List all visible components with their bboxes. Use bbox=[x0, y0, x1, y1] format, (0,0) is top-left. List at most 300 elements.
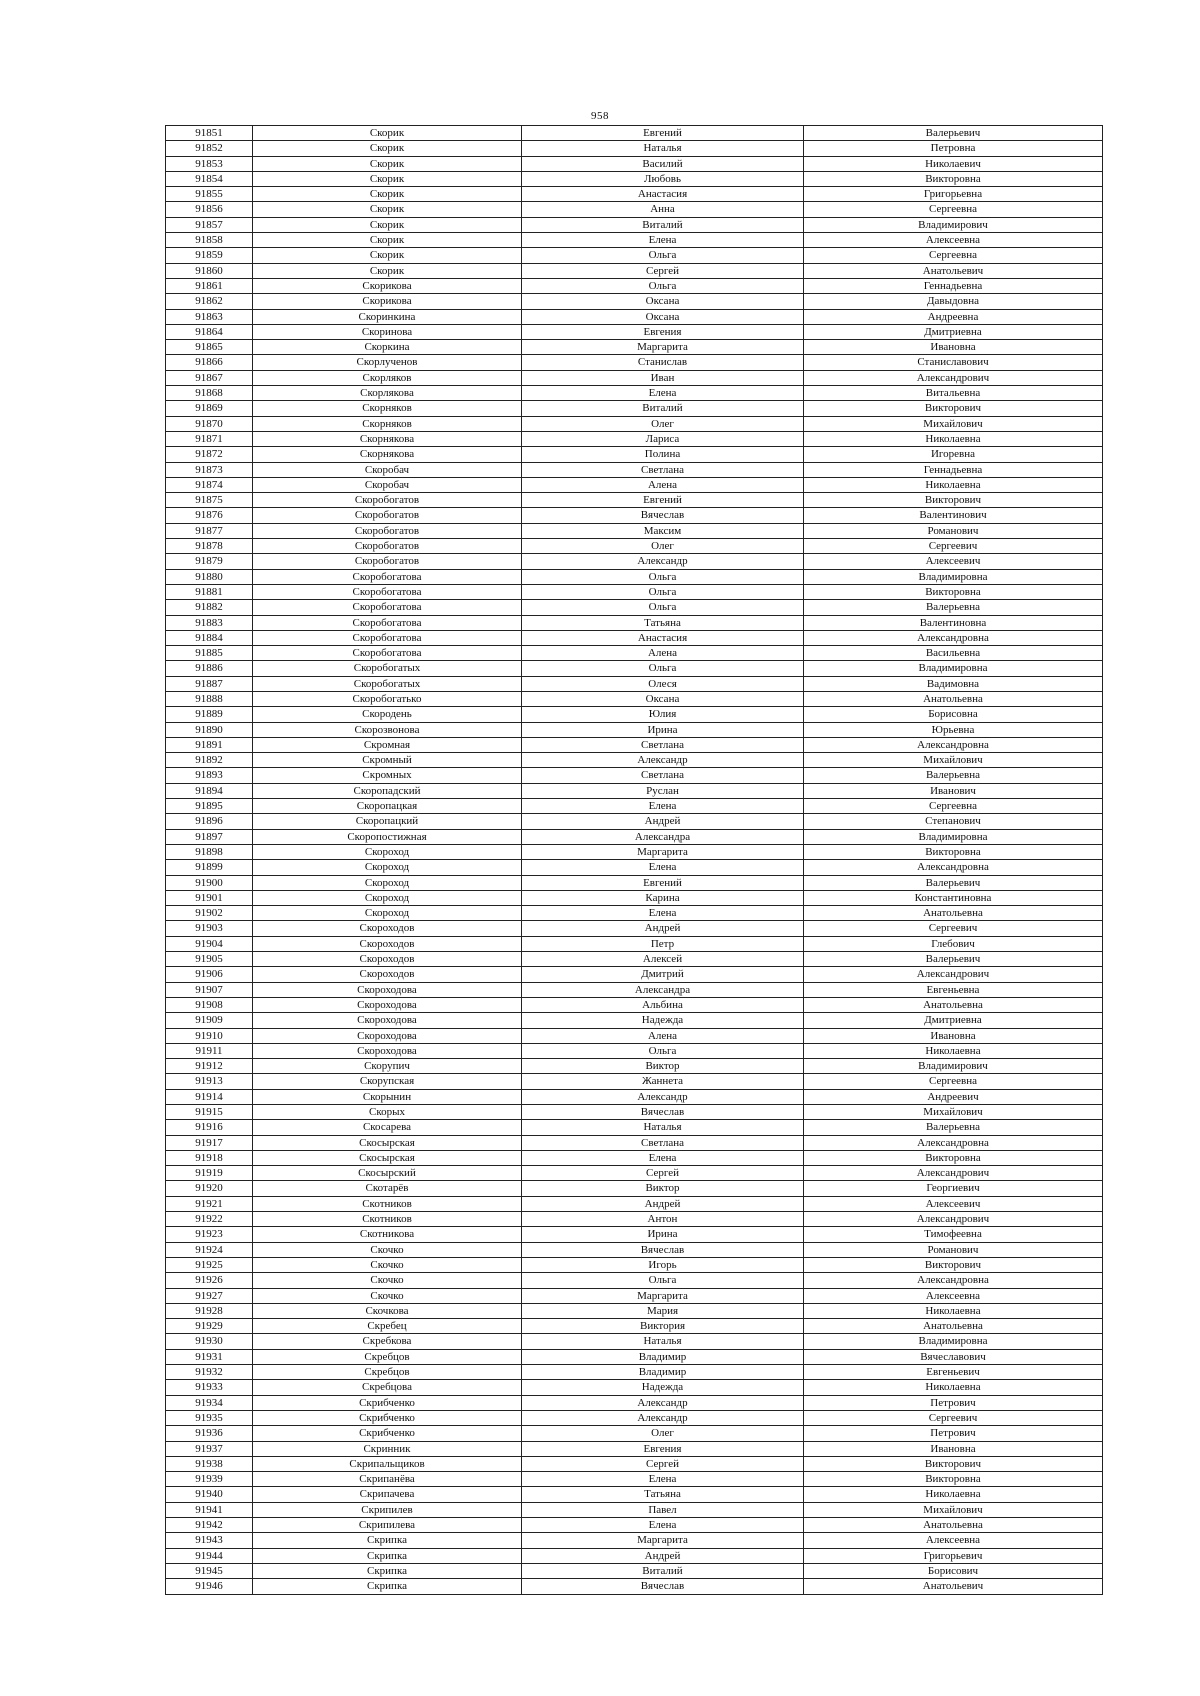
last-name-cell: Скорлякова bbox=[253, 386, 522, 401]
table-row bbox=[166, 1441, 1103, 1456]
record-number-cell: 91914 bbox=[166, 1089, 253, 1104]
patronymic-cell: Петрович bbox=[804, 1395, 1103, 1410]
last-name-cell: Скорнякова bbox=[253, 431, 522, 446]
first-name-cell: Василий bbox=[522, 156, 804, 171]
first-name-cell: Маргарита bbox=[522, 340, 804, 355]
record-number-cell: 91878 bbox=[166, 539, 253, 554]
patronymic-cell: Николаевна bbox=[804, 1380, 1103, 1395]
patronymic-cell: Владимировна bbox=[804, 829, 1103, 844]
first-name-cell: Олег bbox=[522, 1426, 804, 1441]
patronymic-cell: Михайлович bbox=[804, 1502, 1103, 1517]
record-number-cell: 91893 bbox=[166, 768, 253, 783]
patronymic-cell: Анатольевна bbox=[804, 1319, 1103, 1334]
first-name-cell: Руслан bbox=[522, 783, 804, 798]
table-row bbox=[166, 1150, 1103, 1165]
patronymic-cell: Александрович bbox=[804, 1212, 1103, 1227]
patronymic-cell: Валерьевна bbox=[804, 1120, 1103, 1135]
last-name-cell: Скорикова bbox=[253, 278, 522, 293]
record-number-cell: 91921 bbox=[166, 1196, 253, 1211]
patronymic-cell: Михайлович bbox=[804, 416, 1103, 431]
table-row bbox=[166, 1426, 1103, 1441]
last-name-cell: Скороходов bbox=[253, 952, 522, 967]
patronymic-cell: Михайлович bbox=[804, 1105, 1103, 1120]
patronymic-cell: Алексеевна bbox=[804, 1533, 1103, 1548]
table-row bbox=[166, 676, 1103, 691]
table-row bbox=[166, 1579, 1103, 1594]
patronymic-cell: Петрович bbox=[804, 1426, 1103, 1441]
table-row bbox=[166, 921, 1103, 936]
record-number-cell: 91870 bbox=[166, 416, 253, 431]
patronymic-cell: Сергеевна bbox=[804, 248, 1103, 263]
patronymic-cell: Борисовна bbox=[804, 707, 1103, 722]
patronymic-cell: Викторович bbox=[804, 493, 1103, 508]
last-name-cell: Скоркина bbox=[253, 340, 522, 355]
record-number-cell: 91877 bbox=[166, 523, 253, 538]
first-name-cell: Андрей bbox=[522, 921, 804, 936]
first-name-cell: Маргарита bbox=[522, 844, 804, 859]
patronymic-cell: Алексеевна bbox=[804, 233, 1103, 248]
record-number-cell: 91897 bbox=[166, 829, 253, 844]
record-number-cell: 91851 bbox=[166, 126, 253, 141]
first-name-cell: Оксана bbox=[522, 294, 804, 309]
patronymic-cell: Александрович bbox=[804, 370, 1103, 385]
first-name-cell: Ольга bbox=[522, 1273, 804, 1288]
patronymic-cell: Алексеевна bbox=[804, 1288, 1103, 1303]
patronymic-cell: Николаевна bbox=[804, 431, 1103, 446]
last-name-cell: Скоробогатова bbox=[253, 584, 522, 599]
last-name-cell: Скрипка bbox=[253, 1579, 522, 1594]
patronymic-cell: Романович bbox=[804, 1242, 1103, 1257]
table-row bbox=[166, 1166, 1103, 1181]
first-name-cell: Александр bbox=[522, 554, 804, 569]
first-name-cell: Елена bbox=[522, 1150, 804, 1165]
patronymic-cell: Игоревна bbox=[804, 447, 1103, 462]
patronymic-cell: Владимировна bbox=[804, 1334, 1103, 1349]
patronymic-cell: Витальевна bbox=[804, 386, 1103, 401]
first-name-cell: Иван bbox=[522, 370, 804, 385]
first-name-cell: Оксана bbox=[522, 691, 804, 706]
record-number-cell: 91901 bbox=[166, 890, 253, 905]
table-row bbox=[166, 233, 1103, 248]
table-row bbox=[166, 1242, 1103, 1257]
record-number-cell: 91881 bbox=[166, 584, 253, 599]
patronymic-cell: Николаевна bbox=[804, 1303, 1103, 1318]
record-number-cell: 91944 bbox=[166, 1548, 253, 1563]
first-name-cell: Евгений bbox=[522, 875, 804, 890]
table-row bbox=[166, 906, 1103, 921]
record-number-cell: 91889 bbox=[166, 707, 253, 722]
table-row bbox=[166, 875, 1103, 890]
record-number-cell: 91935 bbox=[166, 1410, 253, 1425]
patronymic-cell: Александровна bbox=[804, 1135, 1103, 1150]
last-name-cell: Скороходов bbox=[253, 967, 522, 982]
record-number-cell: 91934 bbox=[166, 1395, 253, 1410]
patronymic-cell: Александрович bbox=[804, 967, 1103, 982]
table-row bbox=[166, 1365, 1103, 1380]
first-name-cell: Виктор bbox=[522, 1059, 804, 1074]
record-number-cell: 91884 bbox=[166, 630, 253, 645]
table-row bbox=[166, 646, 1103, 661]
first-name-cell: Полина bbox=[522, 447, 804, 462]
patronymic-cell: Викторович bbox=[804, 401, 1103, 416]
last-name-cell: Скорлученов bbox=[253, 355, 522, 370]
first-name-cell: Наталья bbox=[522, 1334, 804, 1349]
last-name-cell: Скосырская bbox=[253, 1135, 522, 1150]
last-name-cell: Скоропостижная bbox=[253, 829, 522, 844]
first-name-cell: Лариса bbox=[522, 431, 804, 446]
patronymic-cell: Борисович bbox=[804, 1563, 1103, 1578]
record-number-cell: 91905 bbox=[166, 952, 253, 967]
page-number: 958 bbox=[591, 110, 609, 122]
record-number-cell: 91885 bbox=[166, 646, 253, 661]
last-name-cell: Скоропацкая bbox=[253, 799, 522, 814]
first-name-cell: Анна bbox=[522, 202, 804, 217]
table-row bbox=[166, 1059, 1103, 1074]
table-row bbox=[166, 554, 1103, 569]
record-number-cell: 91854 bbox=[166, 171, 253, 186]
first-name-cell: Андрей bbox=[522, 814, 804, 829]
first-name-cell: Елена bbox=[522, 860, 804, 875]
record-number-cell: 91930 bbox=[166, 1334, 253, 1349]
patronymic-cell: Викторовна bbox=[804, 1472, 1103, 1487]
record-number-cell: 91929 bbox=[166, 1319, 253, 1334]
table-row bbox=[166, 324, 1103, 339]
patronymic-cell: Иванович bbox=[804, 783, 1103, 798]
last-name-cell: Скочкова bbox=[253, 1303, 522, 1318]
table-row bbox=[166, 799, 1103, 814]
last-name-cell: Скоропацкий bbox=[253, 814, 522, 829]
first-name-cell: Светлана bbox=[522, 1135, 804, 1150]
first-name-cell: Жаннета bbox=[522, 1074, 804, 1089]
record-number-cell: 91869 bbox=[166, 401, 253, 416]
table-row bbox=[166, 967, 1103, 982]
first-name-cell: Алена bbox=[522, 477, 804, 492]
patronymic-cell: Викторович bbox=[804, 1456, 1103, 1471]
patronymic-cell: Геннадьевна bbox=[804, 462, 1103, 477]
record-number-cell: 91911 bbox=[166, 1043, 253, 1058]
first-name-cell: Ольга bbox=[522, 278, 804, 293]
table-row bbox=[166, 1196, 1103, 1211]
roster-body bbox=[166, 126, 1103, 1595]
table-row bbox=[166, 936, 1103, 951]
last-name-cell: Скоробогатова bbox=[253, 646, 522, 661]
table-row bbox=[166, 294, 1103, 309]
record-number-cell: 91874 bbox=[166, 477, 253, 492]
patronymic-cell: Андреевич bbox=[804, 1089, 1103, 1104]
record-number-cell: 91912 bbox=[166, 1059, 253, 1074]
last-name-cell: Скребцов bbox=[253, 1365, 522, 1380]
patronymic-cell: Александровна bbox=[804, 1273, 1103, 1288]
last-name-cell: Скоропадский bbox=[253, 783, 522, 798]
table-row bbox=[166, 707, 1103, 722]
record-number-cell: 91863 bbox=[166, 309, 253, 324]
patronymic-cell: Валентинович bbox=[804, 508, 1103, 523]
patronymic-cell: Ивановна bbox=[804, 1028, 1103, 1043]
first-name-cell: Александра bbox=[522, 829, 804, 844]
first-name-cell: Елена bbox=[522, 386, 804, 401]
record-number-cell: 91873 bbox=[166, 462, 253, 477]
last-name-cell: Скосырская bbox=[253, 1150, 522, 1165]
patronymic-cell: Дмитриевна bbox=[804, 324, 1103, 339]
table-row bbox=[166, 615, 1103, 630]
last-name-cell: Скрибченко bbox=[253, 1426, 522, 1441]
record-number-cell: 91917 bbox=[166, 1135, 253, 1150]
table-row bbox=[166, 1135, 1103, 1150]
record-number-cell: 91940 bbox=[166, 1487, 253, 1502]
table-row bbox=[166, 340, 1103, 355]
first-name-cell: Виктория bbox=[522, 1319, 804, 1334]
table-row bbox=[166, 1089, 1103, 1104]
record-number-cell: 91909 bbox=[166, 1013, 253, 1028]
record-number-cell: 91896 bbox=[166, 814, 253, 829]
table-row bbox=[166, 477, 1103, 492]
patronymic-cell: Ивановна bbox=[804, 1441, 1103, 1456]
patronymic-cell: Валентиновна bbox=[804, 615, 1103, 630]
first-name-cell: Дмитрий bbox=[522, 967, 804, 982]
patronymic-cell: Васильевна bbox=[804, 646, 1103, 661]
table-row bbox=[166, 202, 1103, 217]
record-number-cell: 91925 bbox=[166, 1257, 253, 1272]
table-row bbox=[166, 1303, 1103, 1318]
record-number-cell: 91862 bbox=[166, 294, 253, 309]
table-row bbox=[166, 1074, 1103, 1089]
record-number-cell: 91918 bbox=[166, 1150, 253, 1165]
table-row bbox=[166, 1533, 1103, 1548]
last-name-cell: Скороходов bbox=[253, 921, 522, 936]
first-name-cell: Андрей bbox=[522, 1196, 804, 1211]
patronymic-cell: Анатольевна bbox=[804, 691, 1103, 706]
record-number-cell: 91891 bbox=[166, 737, 253, 752]
last-name-cell: Скорик bbox=[253, 248, 522, 263]
record-number-cell: 91923 bbox=[166, 1227, 253, 1242]
patronymic-cell: Григорьевич bbox=[804, 1548, 1103, 1563]
table-row bbox=[166, 1273, 1103, 1288]
last-name-cell: Скоробогатых bbox=[253, 676, 522, 691]
record-number-cell: 91866 bbox=[166, 355, 253, 370]
first-name-cell: Анастасия bbox=[522, 630, 804, 645]
record-number-cell: 91922 bbox=[166, 1212, 253, 1227]
table-row bbox=[166, 401, 1103, 416]
first-name-cell: Виталий bbox=[522, 217, 804, 232]
last-name-cell: Скоробогатова bbox=[253, 630, 522, 645]
first-name-cell: Карина bbox=[522, 890, 804, 905]
table-row bbox=[166, 584, 1103, 599]
patronymic-cell: Алексеевич bbox=[804, 1196, 1103, 1211]
record-number-cell: 91939 bbox=[166, 1472, 253, 1487]
table-row bbox=[166, 508, 1103, 523]
last-name-cell: Скорупич bbox=[253, 1059, 522, 1074]
first-name-cell: Александра bbox=[522, 982, 804, 997]
last-name-cell: Скорняков bbox=[253, 416, 522, 431]
first-name-cell: Надежда bbox=[522, 1380, 804, 1395]
table-row bbox=[166, 355, 1103, 370]
table-row bbox=[166, 600, 1103, 615]
record-number-cell: 91913 bbox=[166, 1074, 253, 1089]
record-number-cell: 91932 bbox=[166, 1365, 253, 1380]
first-name-cell: Евгений bbox=[522, 493, 804, 508]
last-name-cell: Скромный bbox=[253, 753, 522, 768]
record-number-cell: 91858 bbox=[166, 233, 253, 248]
last-name-cell: Скребкова bbox=[253, 1334, 522, 1349]
last-name-cell: Скочко bbox=[253, 1273, 522, 1288]
table-row bbox=[166, 539, 1103, 554]
last-name-cell: Скринник bbox=[253, 1441, 522, 1456]
table-row bbox=[166, 1548, 1103, 1563]
patronymic-cell: Евгеньевна bbox=[804, 982, 1103, 997]
record-number-cell: 91941 bbox=[166, 1502, 253, 1517]
last-name-cell: Скорик bbox=[253, 202, 522, 217]
first-name-cell: Станислав bbox=[522, 355, 804, 370]
last-name-cell: Скочко bbox=[253, 1242, 522, 1257]
patronymic-cell: Владимирович bbox=[804, 1059, 1103, 1074]
table-row bbox=[166, 630, 1103, 645]
patronymic-cell: Евгеньевич bbox=[804, 1365, 1103, 1380]
table-row bbox=[166, 860, 1103, 875]
last-name-cell: Скорик bbox=[253, 217, 522, 232]
last-name-cell: Скрипальщиков bbox=[253, 1456, 522, 1471]
table-row bbox=[166, 1502, 1103, 1517]
table-row bbox=[166, 1043, 1103, 1058]
record-number-cell: 91936 bbox=[166, 1426, 253, 1441]
table-row bbox=[166, 1105, 1103, 1120]
record-number-cell: 91899 bbox=[166, 860, 253, 875]
table-row bbox=[166, 370, 1103, 385]
patronymic-cell: Сергеевна bbox=[804, 202, 1103, 217]
record-number-cell: 91919 bbox=[166, 1166, 253, 1181]
first-name-cell: Максим bbox=[522, 523, 804, 538]
record-number-cell: 91880 bbox=[166, 569, 253, 584]
record-number-cell: 91865 bbox=[166, 340, 253, 355]
table-row bbox=[166, 447, 1103, 462]
table-row bbox=[166, 1349, 1103, 1364]
roster-sheet bbox=[165, 125, 1102, 1595]
table-row bbox=[166, 768, 1103, 783]
record-number-cell: 91906 bbox=[166, 967, 253, 982]
patronymic-cell: Сергеевна bbox=[804, 799, 1103, 814]
record-number-cell: 91945 bbox=[166, 1563, 253, 1578]
first-name-cell: Алена bbox=[522, 646, 804, 661]
last-name-cell: Скрипанёва bbox=[253, 1472, 522, 1487]
first-name-cell: Анастасия bbox=[522, 187, 804, 202]
first-name-cell: Светлана bbox=[522, 768, 804, 783]
patronymic-cell: Анатольевич bbox=[804, 1579, 1103, 1594]
table-row bbox=[166, 1319, 1103, 1334]
patronymic-cell: Тимофеевна bbox=[804, 1227, 1103, 1242]
table-row bbox=[166, 248, 1103, 263]
first-name-cell: Альбина bbox=[522, 997, 804, 1012]
patronymic-cell: Романович bbox=[804, 523, 1103, 538]
first-name-cell: Евгения bbox=[522, 324, 804, 339]
record-number-cell: 91868 bbox=[166, 386, 253, 401]
patronymic-cell: Александровна bbox=[804, 630, 1103, 645]
table-row bbox=[166, 1410, 1103, 1425]
last-name-cell: Скоробогатова bbox=[253, 569, 522, 584]
record-number-cell: 91907 bbox=[166, 982, 253, 997]
last-name-cell: Скорик bbox=[253, 126, 522, 141]
record-number-cell: 91933 bbox=[166, 1380, 253, 1395]
last-name-cell: Скоринкина bbox=[253, 309, 522, 324]
last-name-cell: Скороход bbox=[253, 860, 522, 875]
patronymic-cell: Вадимовна bbox=[804, 676, 1103, 691]
first-name-cell: Евгения bbox=[522, 1441, 804, 1456]
table-row bbox=[166, 722, 1103, 737]
patronymic-cell: Георгиевич bbox=[804, 1181, 1103, 1196]
patronymic-cell: Дмитриевна bbox=[804, 1013, 1103, 1028]
patronymic-cell: Валерьевич bbox=[804, 952, 1103, 967]
table-row bbox=[166, 952, 1103, 967]
first-name-cell: Мария bbox=[522, 1303, 804, 1318]
patronymic-cell: Андреевна bbox=[804, 309, 1103, 324]
first-name-cell: Ирина bbox=[522, 722, 804, 737]
first-name-cell: Виталий bbox=[522, 1563, 804, 1578]
record-number-cell: 91886 bbox=[166, 661, 253, 676]
record-number-cell: 91926 bbox=[166, 1273, 253, 1288]
first-name-cell: Елена bbox=[522, 799, 804, 814]
table-row bbox=[166, 1181, 1103, 1196]
first-name-cell: Елена bbox=[522, 1472, 804, 1487]
record-number-cell: 91856 bbox=[166, 202, 253, 217]
last-name-cell: Скрипка bbox=[253, 1548, 522, 1563]
table-row bbox=[166, 278, 1103, 293]
last-name-cell: Скороход bbox=[253, 844, 522, 859]
first-name-cell: Александр bbox=[522, 753, 804, 768]
record-number-cell: 91894 bbox=[166, 783, 253, 798]
table-row bbox=[166, 753, 1103, 768]
first-name-cell: Вячеслав bbox=[522, 1242, 804, 1257]
record-number-cell: 91861 bbox=[166, 278, 253, 293]
last-name-cell: Скрибченко bbox=[253, 1410, 522, 1425]
first-name-cell: Маргарита bbox=[522, 1533, 804, 1548]
table-row bbox=[166, 141, 1103, 156]
first-name-cell: Ольга bbox=[522, 584, 804, 599]
first-name-cell: Александр bbox=[522, 1410, 804, 1425]
last-name-cell: Скорняков bbox=[253, 401, 522, 416]
first-name-cell: Ольга bbox=[522, 1043, 804, 1058]
first-name-cell: Ольга bbox=[522, 569, 804, 584]
table-row bbox=[166, 1288, 1103, 1303]
table-row bbox=[166, 814, 1103, 829]
last-name-cell: Скотников bbox=[253, 1196, 522, 1211]
patronymic-cell: Анатольевич bbox=[804, 263, 1103, 278]
first-name-cell: Виталий bbox=[522, 401, 804, 416]
table-row bbox=[166, 1334, 1103, 1349]
table-row bbox=[166, 982, 1103, 997]
table-row bbox=[166, 829, 1103, 844]
last-name-cell: Скорик bbox=[253, 171, 522, 186]
patronymic-cell: Викторовна bbox=[804, 584, 1103, 599]
table-row bbox=[166, 1518, 1103, 1533]
patronymic-cell: Петровна bbox=[804, 141, 1103, 156]
last-name-cell: Скотарёв bbox=[253, 1181, 522, 1196]
table-row bbox=[166, 1227, 1103, 1242]
last-name-cell: Скороходова bbox=[253, 1013, 522, 1028]
record-number-cell: 91942 bbox=[166, 1518, 253, 1533]
record-number-cell: 91916 bbox=[166, 1120, 253, 1135]
first-name-cell: Елена bbox=[522, 233, 804, 248]
last-name-cell: Скребцов bbox=[253, 1349, 522, 1364]
last-name-cell: Скоробач bbox=[253, 462, 522, 477]
patronymic-cell: Валерьевна bbox=[804, 768, 1103, 783]
record-number-cell: 91888 bbox=[166, 691, 253, 706]
first-name-cell: Вячеслав bbox=[522, 508, 804, 523]
record-number-cell: 91852 bbox=[166, 141, 253, 156]
record-number-cell: 91920 bbox=[166, 1181, 253, 1196]
last-name-cell: Скоринова bbox=[253, 324, 522, 339]
last-name-cell: Скорляков bbox=[253, 370, 522, 385]
first-name-cell: Оксана bbox=[522, 309, 804, 324]
table-row bbox=[166, 569, 1103, 584]
patronymic-cell: Вячеславович bbox=[804, 1349, 1103, 1364]
